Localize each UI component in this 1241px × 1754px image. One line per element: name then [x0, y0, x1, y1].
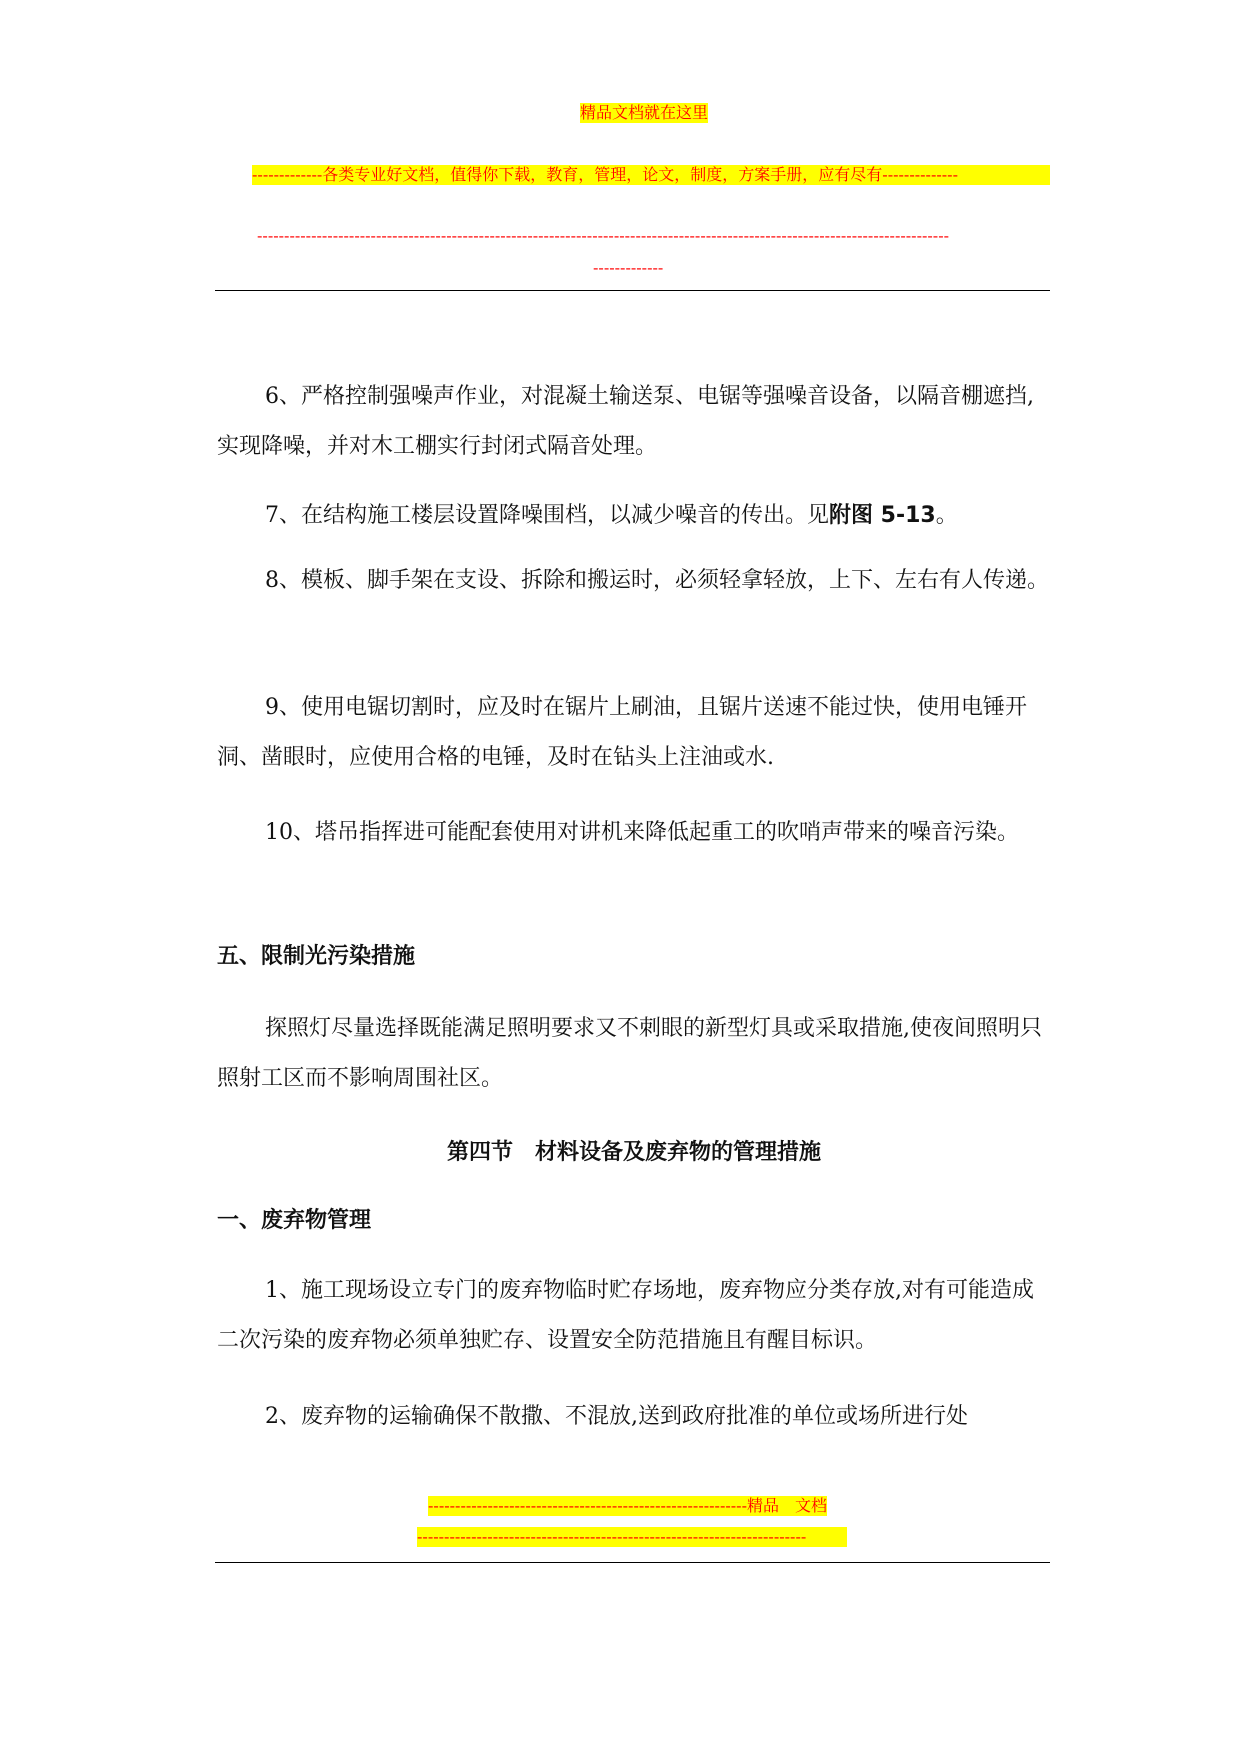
header-divider	[215, 290, 1050, 291]
paragraph-6: 6、严格控制强噪声作业，对混凝土输送泵、电锯等强噪音设备，以隔音棚遮挡,实现降噪，并对木工棚实行封闭式隔音处理。	[217, 384, 1034, 459]
paragraph-waste-2: 2、废弃物的运输确保不散撒、不混放,送到政府批准的单位或场所进行处	[265, 1404, 968, 1429]
paragraph-light: 探照灯尽量选择既能满足照明要求又不刺眼的新型灯具或采取措施,使夜间照明只照射工区而不影响周围社区。	[217, 1016, 1042, 1091]
figure-reference: 附图 5-13	[829, 503, 936, 528]
footer-line1: -----------------------------------------------------------精品 文档	[428, 1496, 827, 1515]
header-dashes-line1: --------------------------------------------------------------------------------------------------------------------------------	[257, 226, 949, 245]
section-title: 第四节 材料设备及废弃物的管理措施	[447, 1140, 822, 1165]
header-tagline: -------------各类专业好文档，值得你下载，教育，管理，论文，制度，方案手册，应有尽有--------------	[252, 165, 1050, 185]
paragraph-9: 9、使用电锯切割时，应及时在锯片上刷油，且锯片送速不能过快，使用电锤开洞、凿眼时，应使用合格的电锤，及时在钻头上注油或水.	[217, 695, 1027, 770]
footer-divider	[215, 1562, 1050, 1563]
footer-line2: ------------------------------------------------------------------------	[417, 1527, 847, 1547]
paragraph-7: 7、在结构施工楼层设置降噪围档，以减少噪音的传出。见附图 5-13。	[265, 503, 958, 528]
paragraph-waste-1: 1、施工现场设立专门的废弃物临时贮存场地，废弃物应分类存放,对有可能造成二次污染的废弃物必须单独贮存、设置安全防范措施且有醒目标识。	[217, 1278, 1034, 1353]
heading-waste-management: 一、废弃物管理	[217, 1208, 372, 1233]
header-title: 精品文档就在这里	[580, 103, 709, 122]
header-dashes-line2: -------------	[593, 258, 664, 277]
heading-light-pollution: 五、限制光污染措施	[217, 944, 416, 969]
paragraph-10: 10、塔吊指挥进可能配套使用对讲机来降低起重工的吹哨声带来的噪音污染。	[265, 820, 1019, 845]
paragraph-8: 8、模板、脚手架在支设、拆除和搬运时，必须轻拿轻放，上下、左右有人传递。	[265, 568, 1049, 593]
